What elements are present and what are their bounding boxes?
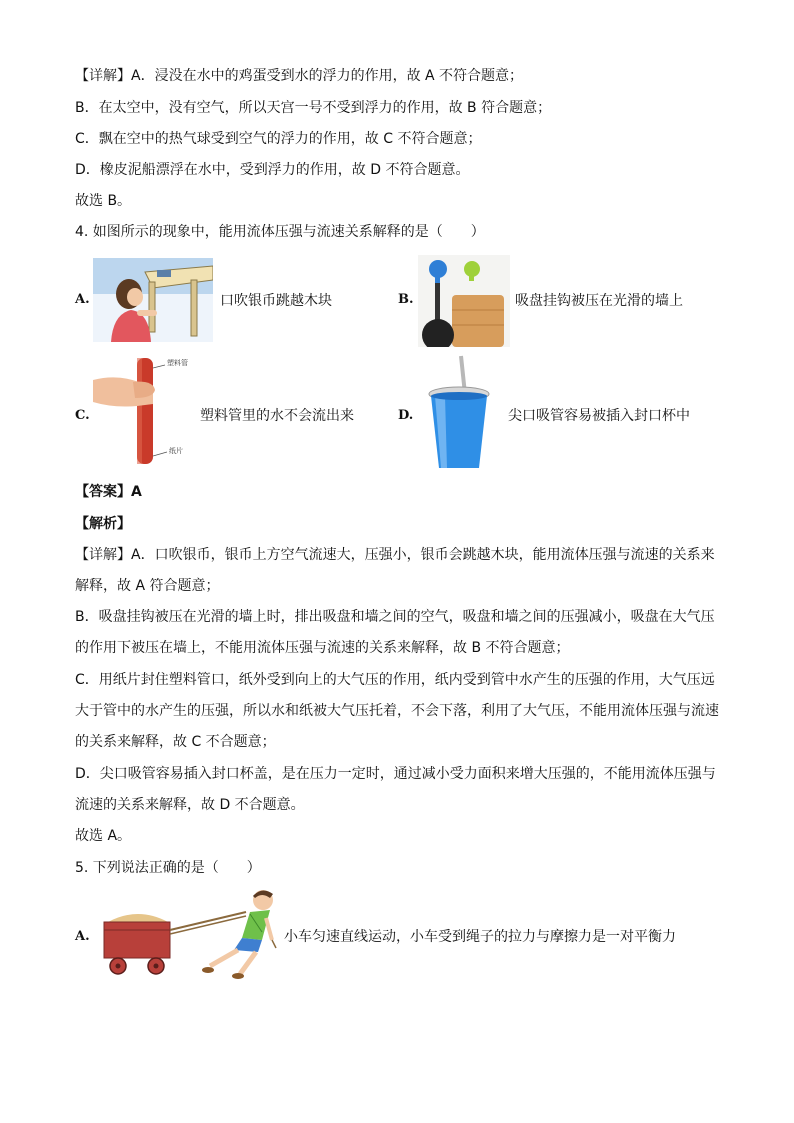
q4-analysis-title: 【解析】 <box>75 516 131 532</box>
prev-detail-line-3: C．飘在空中的热气球受到空气的浮力的作用，故 C 不符合题意； <box>75 131 482 147</box>
q4-option-d-caption: 尖口吸管容易被插入封口杯中 <box>508 408 690 424</box>
q4-option-c-paper-label: 纸片 <box>169 447 183 455</box>
prev-detail-line-1: 【详解】A．浸没在水中的鸡蛋受到水的浮力的作用，故 A 不符合题意； <box>75 68 524 84</box>
q4-option-b-image <box>418 255 510 347</box>
q4-detail-line-9: 流速的关系来解释，故 D 不合题意。 <box>75 797 305 813</box>
q4-detail-line-7: 的关系来解释，故 C 不合题意； <box>75 734 276 750</box>
q4-detail-line-3: B．吸盘挂钩被压在光滑的墙上时，排出吸盘和墙之间的空气，吸盘和墙之间的压强减小，吸盘在大气压 <box>75 609 715 625</box>
q4-answer: 【答案】A <box>75 484 142 500</box>
q4-conclusion: 故选 A。 <box>75 828 132 844</box>
q5-option-a-label: A. <box>75 929 90 944</box>
q4-detail-line-6: 大于管中的水产生的压强，所以水和纸被大气压托着，不会下落，利用了大气压，不能用流体压强与流速 <box>75 703 719 719</box>
q4-detail-line-5: C．用纸片封住塑料管口，纸外受到向上的大气压的作用，纸内受到管中水产生的压强的作用，大气压远 <box>75 672 715 688</box>
q4-option-c-image <box>93 352 188 468</box>
q4-option-a-caption: 口吹银币跳越木块 <box>220 293 332 309</box>
prev-detail-conclusion: 故选 B。 <box>75 193 132 209</box>
q4-option-c-caption: 塑料管里的水不会流出来 <box>200 408 354 424</box>
q4-option-a-image <box>93 258 213 342</box>
prev-detail-line-2: B．在太空中，没有空气，所以天宫一号不受到浮力的作用，故 B 符合题意； <box>75 100 552 116</box>
q5-option-a-caption: 小车匀速直线运动，小车受到绳子的拉力与摩擦力是一对平衡力 <box>284 929 676 945</box>
q5-option-a-image <box>100 884 282 982</box>
question-4-stem: 4. 如图所示的现象中，能用流体压强与流速关系解释的是（ ） <box>75 224 485 240</box>
q4-option-b-caption: 吸盘挂钩被压在光滑的墙上 <box>515 293 683 309</box>
prev-detail-line-4: D．橡皮泥船漂浮在水中，受到浮力的作用，故 D 不符合题意。 <box>75 162 470 178</box>
question-5-stem: 5. 下列说法正确的是（ ） <box>75 860 261 876</box>
q4-detail-line-8: D．尖口吸管容易插入封口杯盖，是在压力一定时，通过减小受力面积来增大压强的，不能用流体压强与 <box>75 766 716 782</box>
q4-option-c-tube-label: 塑料管 <box>167 359 188 367</box>
q4-detail-line-4: 的作用下被压在墙上，不能用流体压强与流速的关系来解释，故 B 不符合题意； <box>75 640 570 656</box>
q4-option-d-image <box>425 352 491 470</box>
q4-option-d-label: D. <box>398 408 414 423</box>
q4-detail-line-1: 【详解】A．口吹银币，银币上方空气流速大，压强小，银币会跳越木块，能用流体压强与流速的关系来 <box>75 547 715 563</box>
q4-option-c-label: C. <box>75 408 90 423</box>
q4-detail-line-2: 解释，故 A 符合题意； <box>75 578 220 594</box>
q4-option-a-label: A. <box>75 292 90 307</box>
q4-option-b-label: B. <box>398 292 414 307</box>
